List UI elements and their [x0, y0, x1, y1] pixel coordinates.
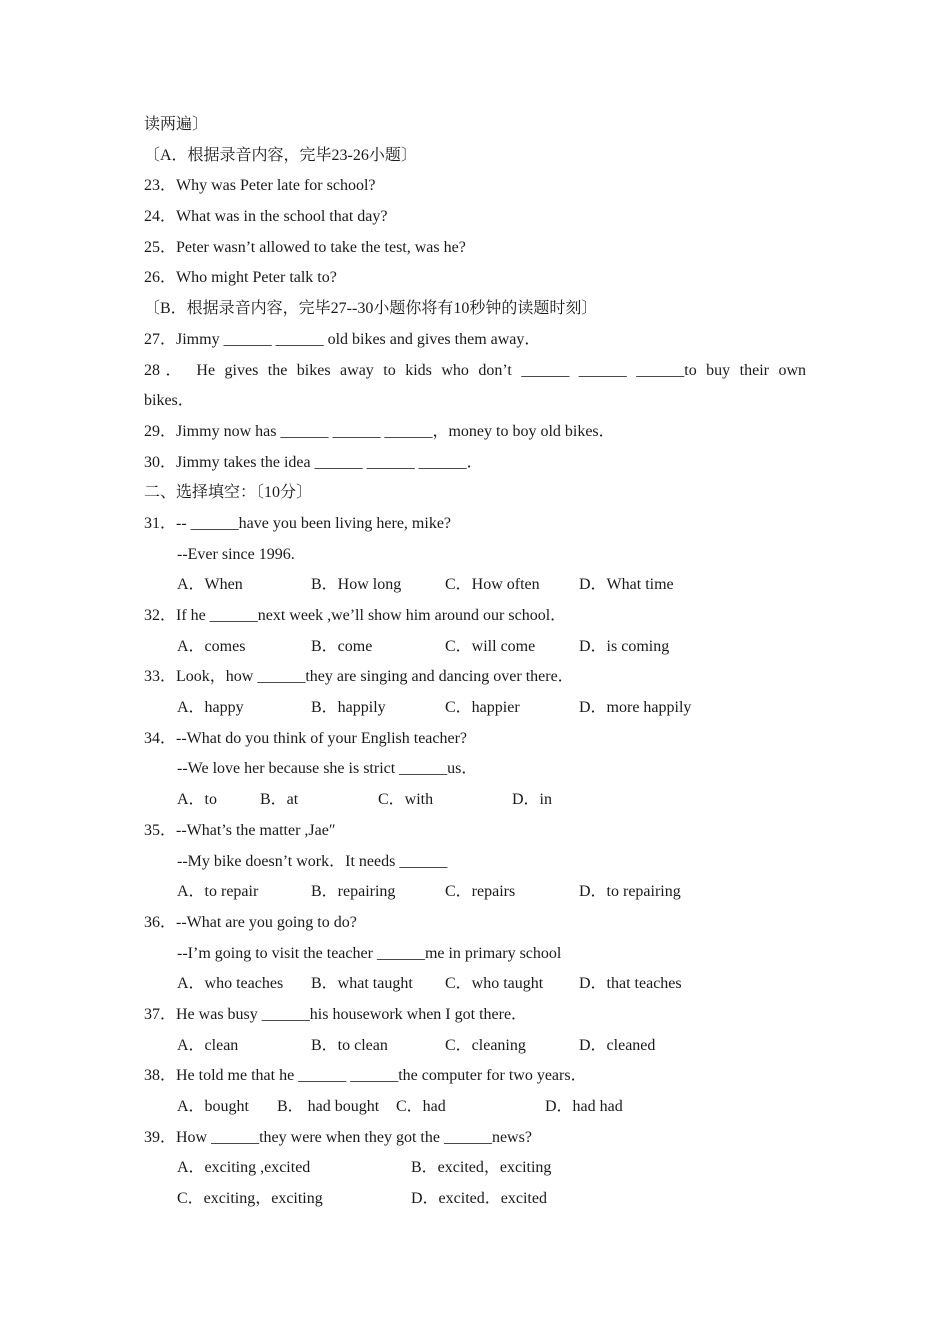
question-27: 27．Jimmy ______ ______ old bikes and gives them away． — [144, 330, 541, 348]
question-29: 29．Jimmy now has ______ ______ ______，money to boy old bikes． — [144, 422, 615, 440]
question-32: 32．If he ______next week ,we’ll show him around our school． — [144, 607, 567, 624]
question-31: 31．-- ______have you been living here, mike? — [144, 514, 452, 532]
option-b[interactable]: B．to clean — [311, 1036, 388, 1054]
option-d[interactable]: D．more happily — [579, 699, 692, 717]
section-b-heading: 〔B．根据录音内容，完毕27--30小题你将有10秒钟的读题时刻〕 — [144, 300, 598, 318]
section-a-heading: 〔A．根据录音内容，完毕23-26小题〕 — [144, 146, 417, 164]
question-31-options — [144, 570, 806, 601]
option-b[interactable]: B．at — [260, 791, 299, 809]
question-39-options-row-1 — [144, 1153, 806, 1184]
question-36-answer: --I’m going to visit the teacher ______me in primary school — [177, 944, 562, 962]
option-d[interactable]: D．is coming — [579, 637, 670, 655]
option-c[interactable]: C．who taught — [445, 975, 544, 993]
option-d[interactable]: D．What time — [579, 576, 674, 594]
option-d[interactable]: D．excited．excited — [411, 1190, 547, 1208]
question-33: 33．Look，how ______they are singing and dancing over there． — [144, 668, 574, 686]
question-38-options — [144, 1092, 806, 1123]
option-d[interactable]: D．to repairing — [579, 883, 681, 901]
option-b[interactable]: B． had bought — [277, 1098, 380, 1115]
option-d[interactable]: D．that teaches — [579, 975, 682, 993]
question-28-continued: bikes． — [144, 392, 194, 410]
question-37: 37．He was busy ______his housework when I got there． — [144, 1005, 528, 1023]
question-34-options — [144, 785, 806, 816]
question-23: 23．Why was Peter late for school? — [144, 177, 376, 195]
question-26: 26．Who might Peter talk to? — [144, 269, 337, 287]
document-page — [144, 110, 806, 1215]
option-a[interactable]: A．to — [177, 791, 218, 809]
option-a[interactable]: A．happy — [177, 699, 244, 717]
question-34: 34．--What do you think of your English teacher? — [144, 729, 468, 747]
option-c[interactable]: C．repairs — [445, 883, 516, 901]
option-b[interactable]: B．repairing — [311, 883, 396, 901]
question-36: 36．--What are you going to do? — [144, 913, 357, 931]
question-24: 24．What was in the school that day? — [144, 208, 388, 226]
option-c[interactable]: C．will come — [445, 637, 536, 655]
option-d[interactable]: D．in — [512, 791, 553, 809]
option-a[interactable]: A．who teaches — [177, 975, 284, 993]
option-b[interactable]: B．come — [311, 637, 373, 655]
question-25: 25．Peter wasn’t allowed to take the test, was he? — [144, 238, 466, 256]
question-34-answer: --We love her because she is strict ______us． — [177, 760, 478, 778]
option-d[interactable]: D．had had — [545, 1098, 623, 1115]
option-b[interactable]: B．happily — [311, 699, 386, 717]
question-35: 35．--What’s the matter ,Jae″ — [144, 821, 336, 839]
question-33-options — [144, 693, 806, 724]
question-30: 30．Jimmy takes the idea ______ ______ ______． — [144, 453, 483, 471]
option-d[interactable]: D．cleaned — [579, 1036, 656, 1054]
option-c[interactable]: C．cleaning — [445, 1036, 526, 1054]
option-b[interactable]: B．what taught — [311, 975, 413, 993]
question-35-answer: --My bike doesn’t work．It needs ______ — [177, 852, 448, 870]
question-37-options — [144, 1031, 806, 1062]
option-a[interactable]: A．exciting ,excited — [177, 1159, 311, 1177]
option-a[interactable]: A．comes — [177, 637, 246, 655]
option-c[interactable]: C．had — [396, 1098, 446, 1115]
option-c[interactable]: C．happier — [445, 699, 520, 717]
section-2-heading: 二、选择填空：〔10分〕 — [144, 484, 313, 502]
question-38: 38．He told me that he ______ ______the computer for two years． — [144, 1067, 587, 1085]
text-line: 读两遍〕 — [144, 116, 209, 133]
question-39-options-row-2 — [144, 1184, 806, 1215]
option-a[interactable]: A．When — [177, 576, 243, 594]
option-b[interactable]: B．How long — [311, 576, 402, 594]
option-a[interactable]: A．clean — [177, 1036, 239, 1054]
question-36-options — [144, 969, 806, 1000]
option-a[interactable]: A．to repair — [177, 883, 259, 901]
question-31-answer: --Ever since 1996. — [177, 545, 295, 563]
option-c[interactable]: C．exciting，exciting — [177, 1190, 323, 1208]
question-28: 28． He gives the bikes away to kids who don’t ______ ______ ______to buy their own — [144, 361, 806, 379]
option-c[interactable]: C．with — [378, 791, 434, 809]
option-a[interactable]: A．bought — [177, 1098, 250, 1115]
option-b[interactable]: B．excited，exciting — [411, 1159, 552, 1177]
question-32-options — [144, 632, 806, 663]
question-39: 39．How ______they were when they got the ______news? — [144, 1128, 532, 1146]
option-c[interactable]: C．How often — [445, 576, 540, 594]
question-35-options — [144, 877, 806, 908]
